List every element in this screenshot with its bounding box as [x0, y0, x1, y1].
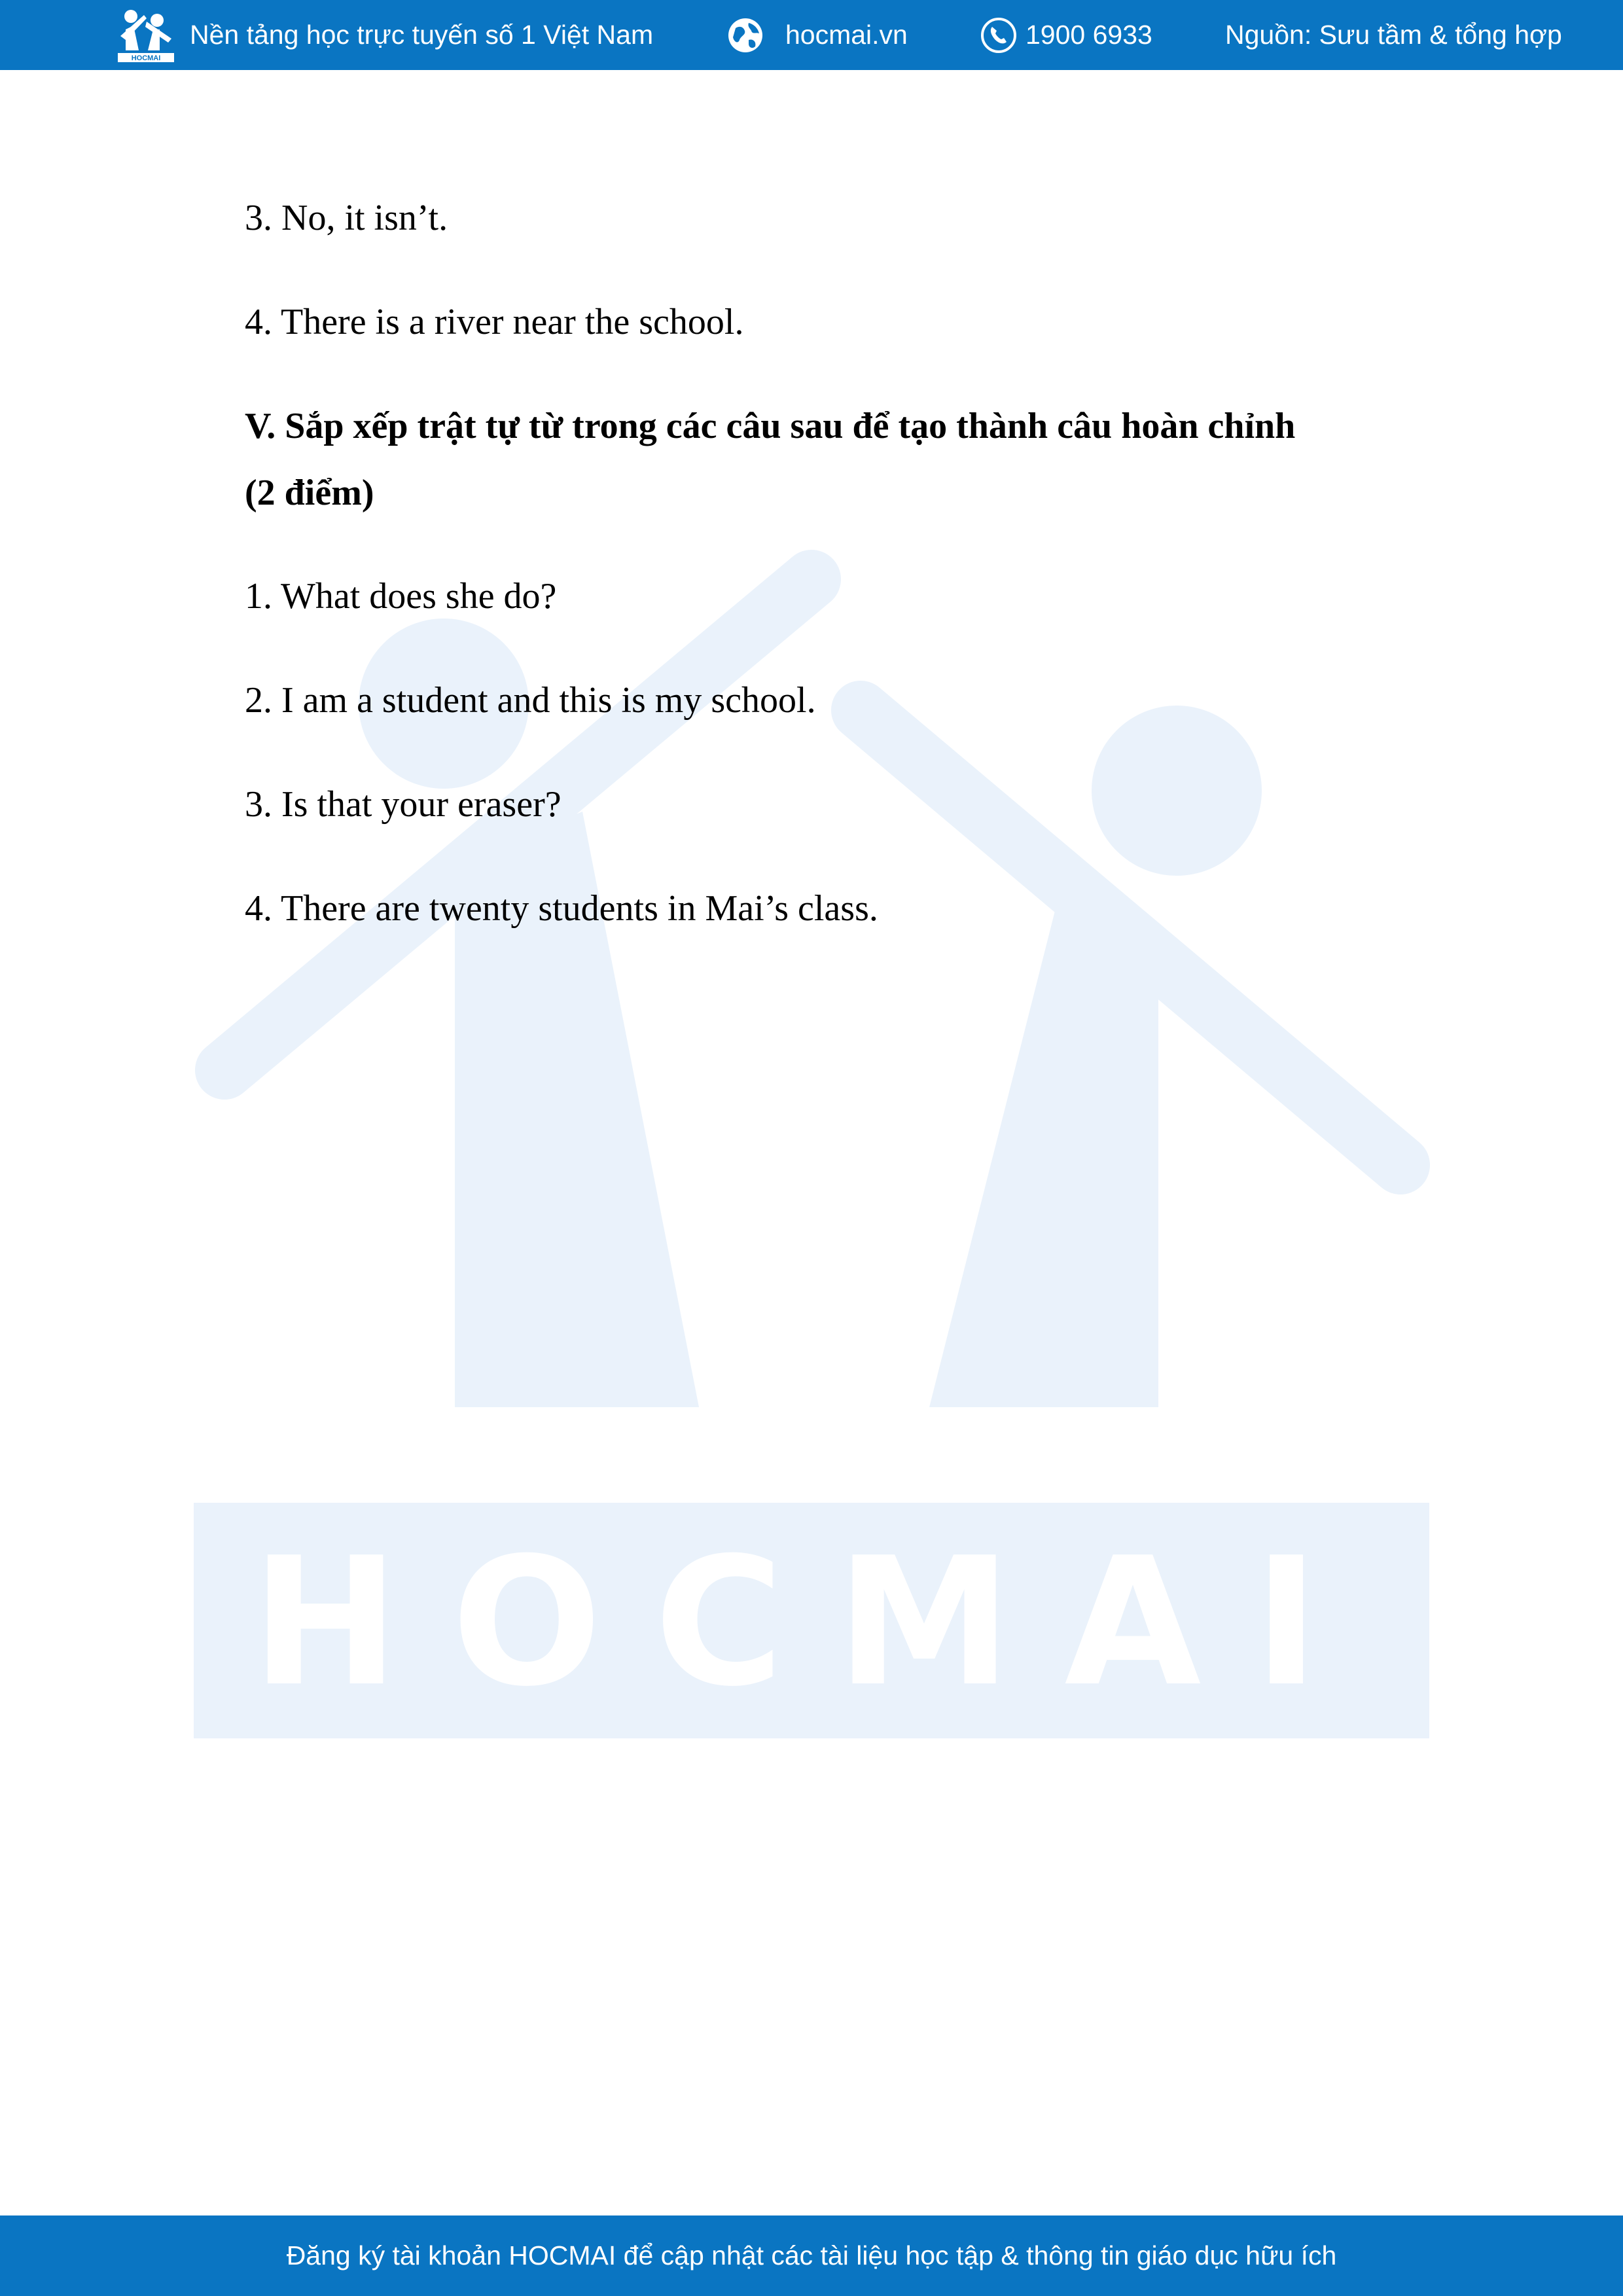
website-text: hocmai.vn — [785, 20, 908, 50]
footer-text[interactable]: Đăng ký tài khoản HOCMAI để cập nhật các tài liệu học tập & thông tin giáo dục hữu ích — [286, 2240, 1337, 2270]
svg-text:HOCMAI: HOCMAI — [131, 54, 161, 62]
answer-line: 4. There is a river near the school. — [245, 302, 744, 342]
answer-line: 4. There are twenty students in Mai’s class. — [245, 888, 878, 929]
answer-line: 3. Is that your eraser? — [245, 784, 562, 825]
section-heading: V. Sắp xếp trật tự từ trong các câu sau để tạo thành câu hoàn chỉnh — [245, 406, 1296, 446]
answer-line: 1. What does she do? — [245, 576, 557, 617]
footer-bar — [0, 2215, 1623, 2296]
answer-line: 2. I am a student and this is my school. — [245, 680, 816, 721]
watermark-text: HOCMAI — [251, 1519, 1372, 1725]
section-heading-points: (2 điểm) — [245, 473, 374, 513]
header-source: Nguồn: Sưu tầm & tổng hợp — [1225, 20, 1562, 50]
phone-text: 1900 6933 — [1026, 20, 1152, 50]
header-tagline: Nền tảng học trực tuyến số 1 Việt Nam — [190, 20, 654, 50]
answer-line: 3. No, it isn’t. — [245, 198, 448, 238]
